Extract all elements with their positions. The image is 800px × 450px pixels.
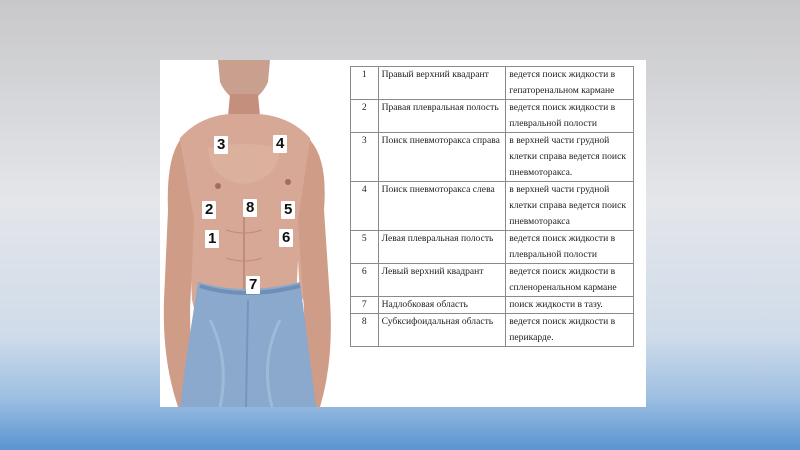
marker-3: 3	[214, 136, 228, 154]
table-row	[351, 314, 634, 347]
table-row	[351, 133, 634, 182]
marker-5: 5	[281, 201, 295, 219]
row-number: 7	[351, 297, 379, 314]
zone-description: ведется поиск жидкости в перикарде.	[506, 314, 634, 347]
row-number: 6	[351, 264, 379, 297]
marker-8: 8	[243, 199, 257, 217]
zones-table-wrap	[350, 66, 634, 347]
zone-name: Субксифоидальная область	[378, 314, 506, 347]
marker-6: 6	[279, 229, 293, 247]
zone-name: Надлобковая область	[378, 297, 506, 314]
torso-illustration	[160, 60, 343, 407]
zone-description: в верхней части грудной клетки справа ведется поиск пневмоторакса.	[506, 133, 634, 182]
row-number: 8	[351, 314, 379, 347]
zone-description: ведется поиск жидкости в плевральной полости	[506, 231, 634, 264]
table-row	[351, 231, 634, 264]
zone-description: поиск жидкости в тазу.	[506, 297, 634, 314]
table-row	[351, 67, 634, 100]
table-row	[351, 297, 634, 314]
table-row	[351, 264, 634, 297]
row-number: 2	[351, 100, 379, 133]
zone-name: Левая плевральная полость	[378, 231, 506, 264]
torso-photo	[160, 60, 343, 407]
slide-card	[160, 60, 646, 407]
zone-name: Левый верхний квадрант	[378, 264, 506, 297]
zone-name: Поиск пневмоторакса справа	[378, 133, 506, 182]
row-number: 1	[351, 67, 379, 100]
table-row	[351, 100, 634, 133]
zone-name: Правый верхний квадрант	[378, 67, 506, 100]
zone-description: в верхней части грудной клетки справа ведется поиск пневмоторакса	[506, 182, 634, 231]
zone-name: Поиск пневмоторакса слева	[378, 182, 506, 231]
zone-description: ведется поиск жидкости в спленоренальном кармане	[506, 264, 634, 297]
marker-4: 4	[273, 135, 287, 153]
zone-name: Правая плевральная полость	[378, 100, 506, 133]
zone-description: ведется поиск жидкости в плевральной полости	[506, 100, 634, 133]
table-row	[351, 182, 634, 231]
zones-table	[350, 66, 634, 347]
row-number: 4	[351, 182, 379, 231]
marker-7: 7	[246, 276, 260, 294]
marker-2: 2	[202, 201, 216, 219]
zone-description: ведется поиск жидкости в гепаторенальном кармане	[506, 67, 634, 100]
marker-1: 1	[205, 230, 219, 248]
row-number: 3	[351, 133, 379, 182]
row-number: 5	[351, 231, 379, 264]
